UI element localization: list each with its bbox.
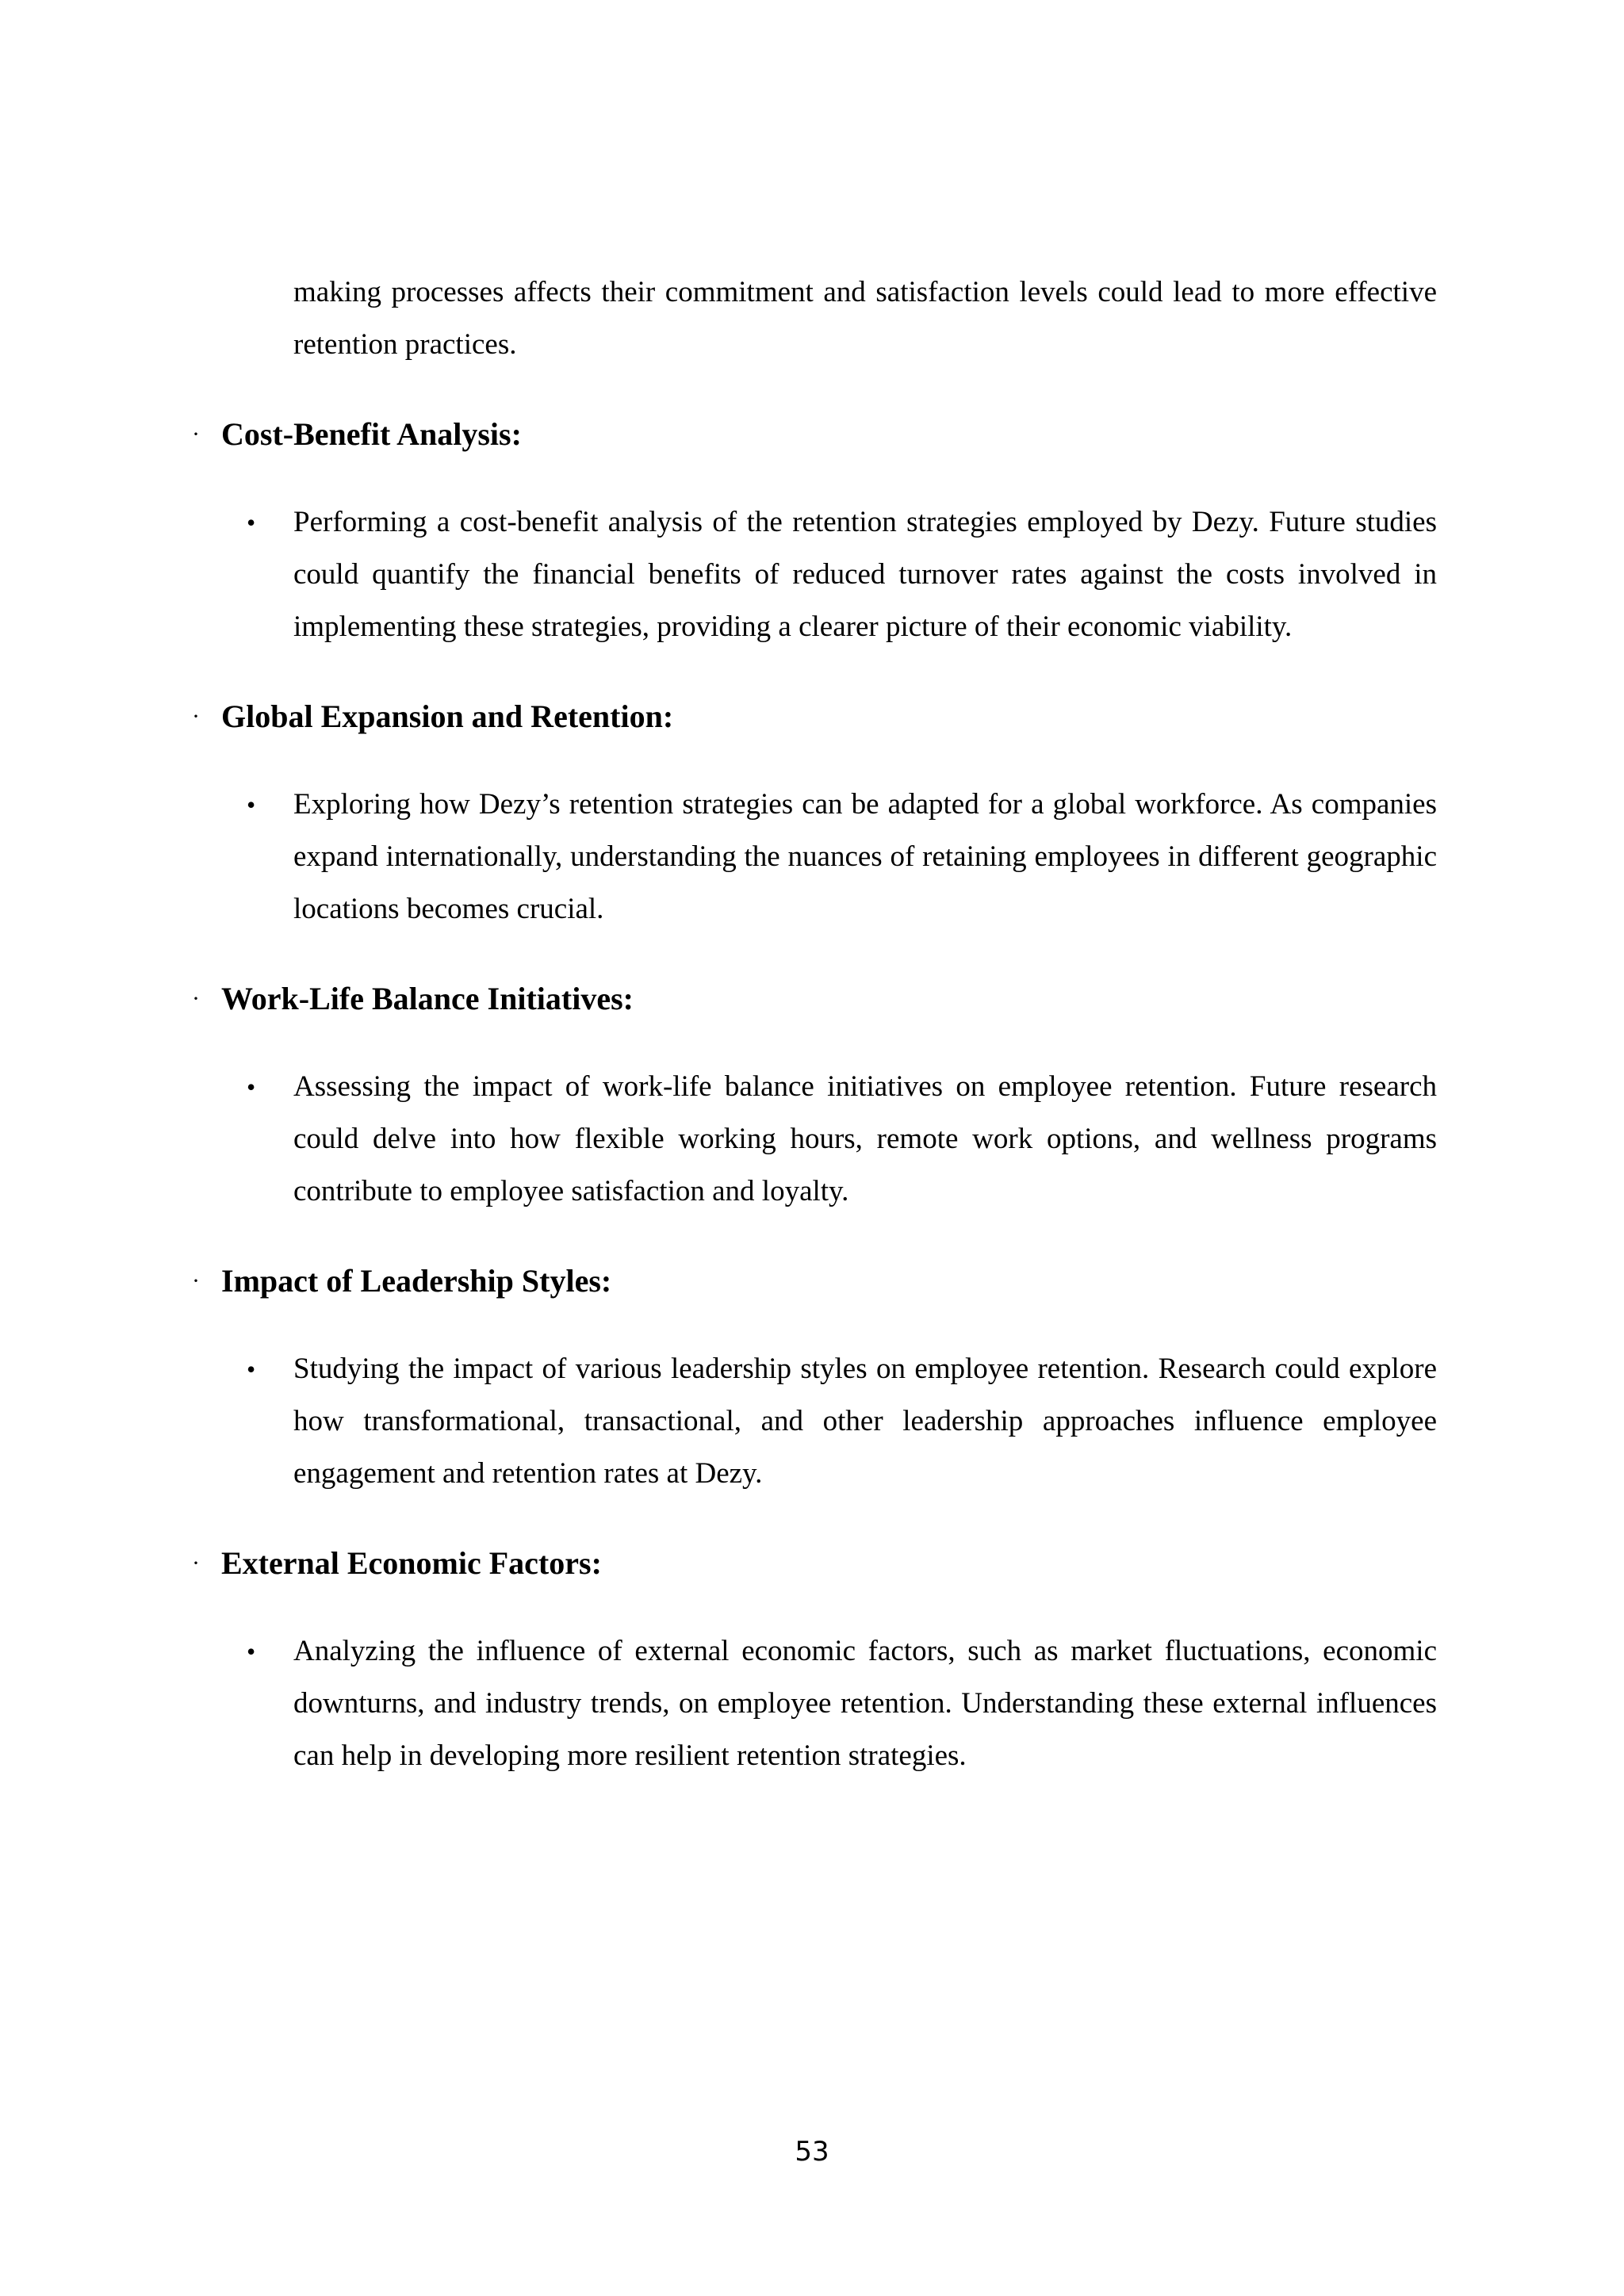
bullet-icon: • <box>247 790 256 819</box>
section-leadership-styles <box>192 1259 1437 1500</box>
heading-dot-icon: · <box>192 1268 200 1294</box>
page-content <box>192 266 1437 1782</box>
heading-dot-icon: · <box>192 985 200 1012</box>
section-heading-text: External Economic Factors: <box>221 1545 602 1581</box>
heading-dot-icon: · <box>192 703 200 729</box>
heading-dot-icon: · <box>192 421 200 447</box>
heading-dot-icon: · <box>192 1550 200 1576</box>
bullet-text: Performing a cost-benefit analysis of the retention strategies employed by Dezy. Future studies could quantify the financial benefits of reduced turnover rates against the costs involved in implementing these strategies, providing a clearer picture of their economic viability. <box>293 506 1437 643</box>
bullet-item <box>247 779 1437 936</box>
section-heading <box>192 1541 1437 1586</box>
bullet-item <box>247 1061 1437 1218</box>
bullet-text: Analyzing the influence of external economic factors, such as market fluctuations, economic downturns, and industry trends, on employee retention. Understanding these external influences can help in developing more resilient retention strategies. <box>293 1635 1437 1772</box>
section-cost-benefit-analysis <box>192 412 1437 653</box>
bullet-text: Exploring how Dezy’s retention strategies can be adapted for a global workforce. As companies expand internationally, understanding the nuances of retaining employees in different geographic locations becomes crucial. <box>293 788 1437 925</box>
continuation-paragraph: making processes affects their commitment and satisfaction levels could lead to more effective retention practices. <box>293 276 1437 361</box>
section-work-life-balance <box>192 977 1437 1218</box>
section-heading-text: Work-Life Balance Initiatives: <box>221 981 634 1016</box>
section-heading-text: Cost-Benefit Analysis: <box>221 416 522 452</box>
bullet-text: Studying the impact of various leadership styles on employee retention. Research could explore how transformational, transactional, and other leadership approaches influence employee engagement and retention rates at Dezy. <box>293 1353 1437 1490</box>
bullet-item <box>247 1625 1437 1782</box>
section-heading <box>192 1259 1437 1303</box>
section-external-economic-factors <box>192 1541 1437 1782</box>
section-heading <box>192 412 1437 457</box>
section-global-expansion <box>192 695 1437 936</box>
section-heading-text: Impact of Leadership Styles: <box>221 1263 612 1299</box>
section-heading-text: Global Expansion and Retention: <box>221 698 674 734</box>
bullet-icon: • <box>247 508 256 537</box>
bullet-icon: • <box>247 1073 256 1101</box>
page-number: 53 <box>795 2136 829 2168</box>
bullet-icon: • <box>247 1355 256 1383</box>
bullet-icon: • <box>247 1637 256 1666</box>
bullet-item <box>247 1343 1437 1500</box>
bullet-text: Assessing the impact of work-life balance initiatives on employee retention. Future research could delve into how flexible working hours, remote work options, and wellness programs contribute to employee satisfaction and loyalty. <box>293 1070 1437 1207</box>
section-heading <box>192 695 1437 739</box>
section-heading <box>192 977 1437 1021</box>
bullet-item <box>247 496 1437 653</box>
